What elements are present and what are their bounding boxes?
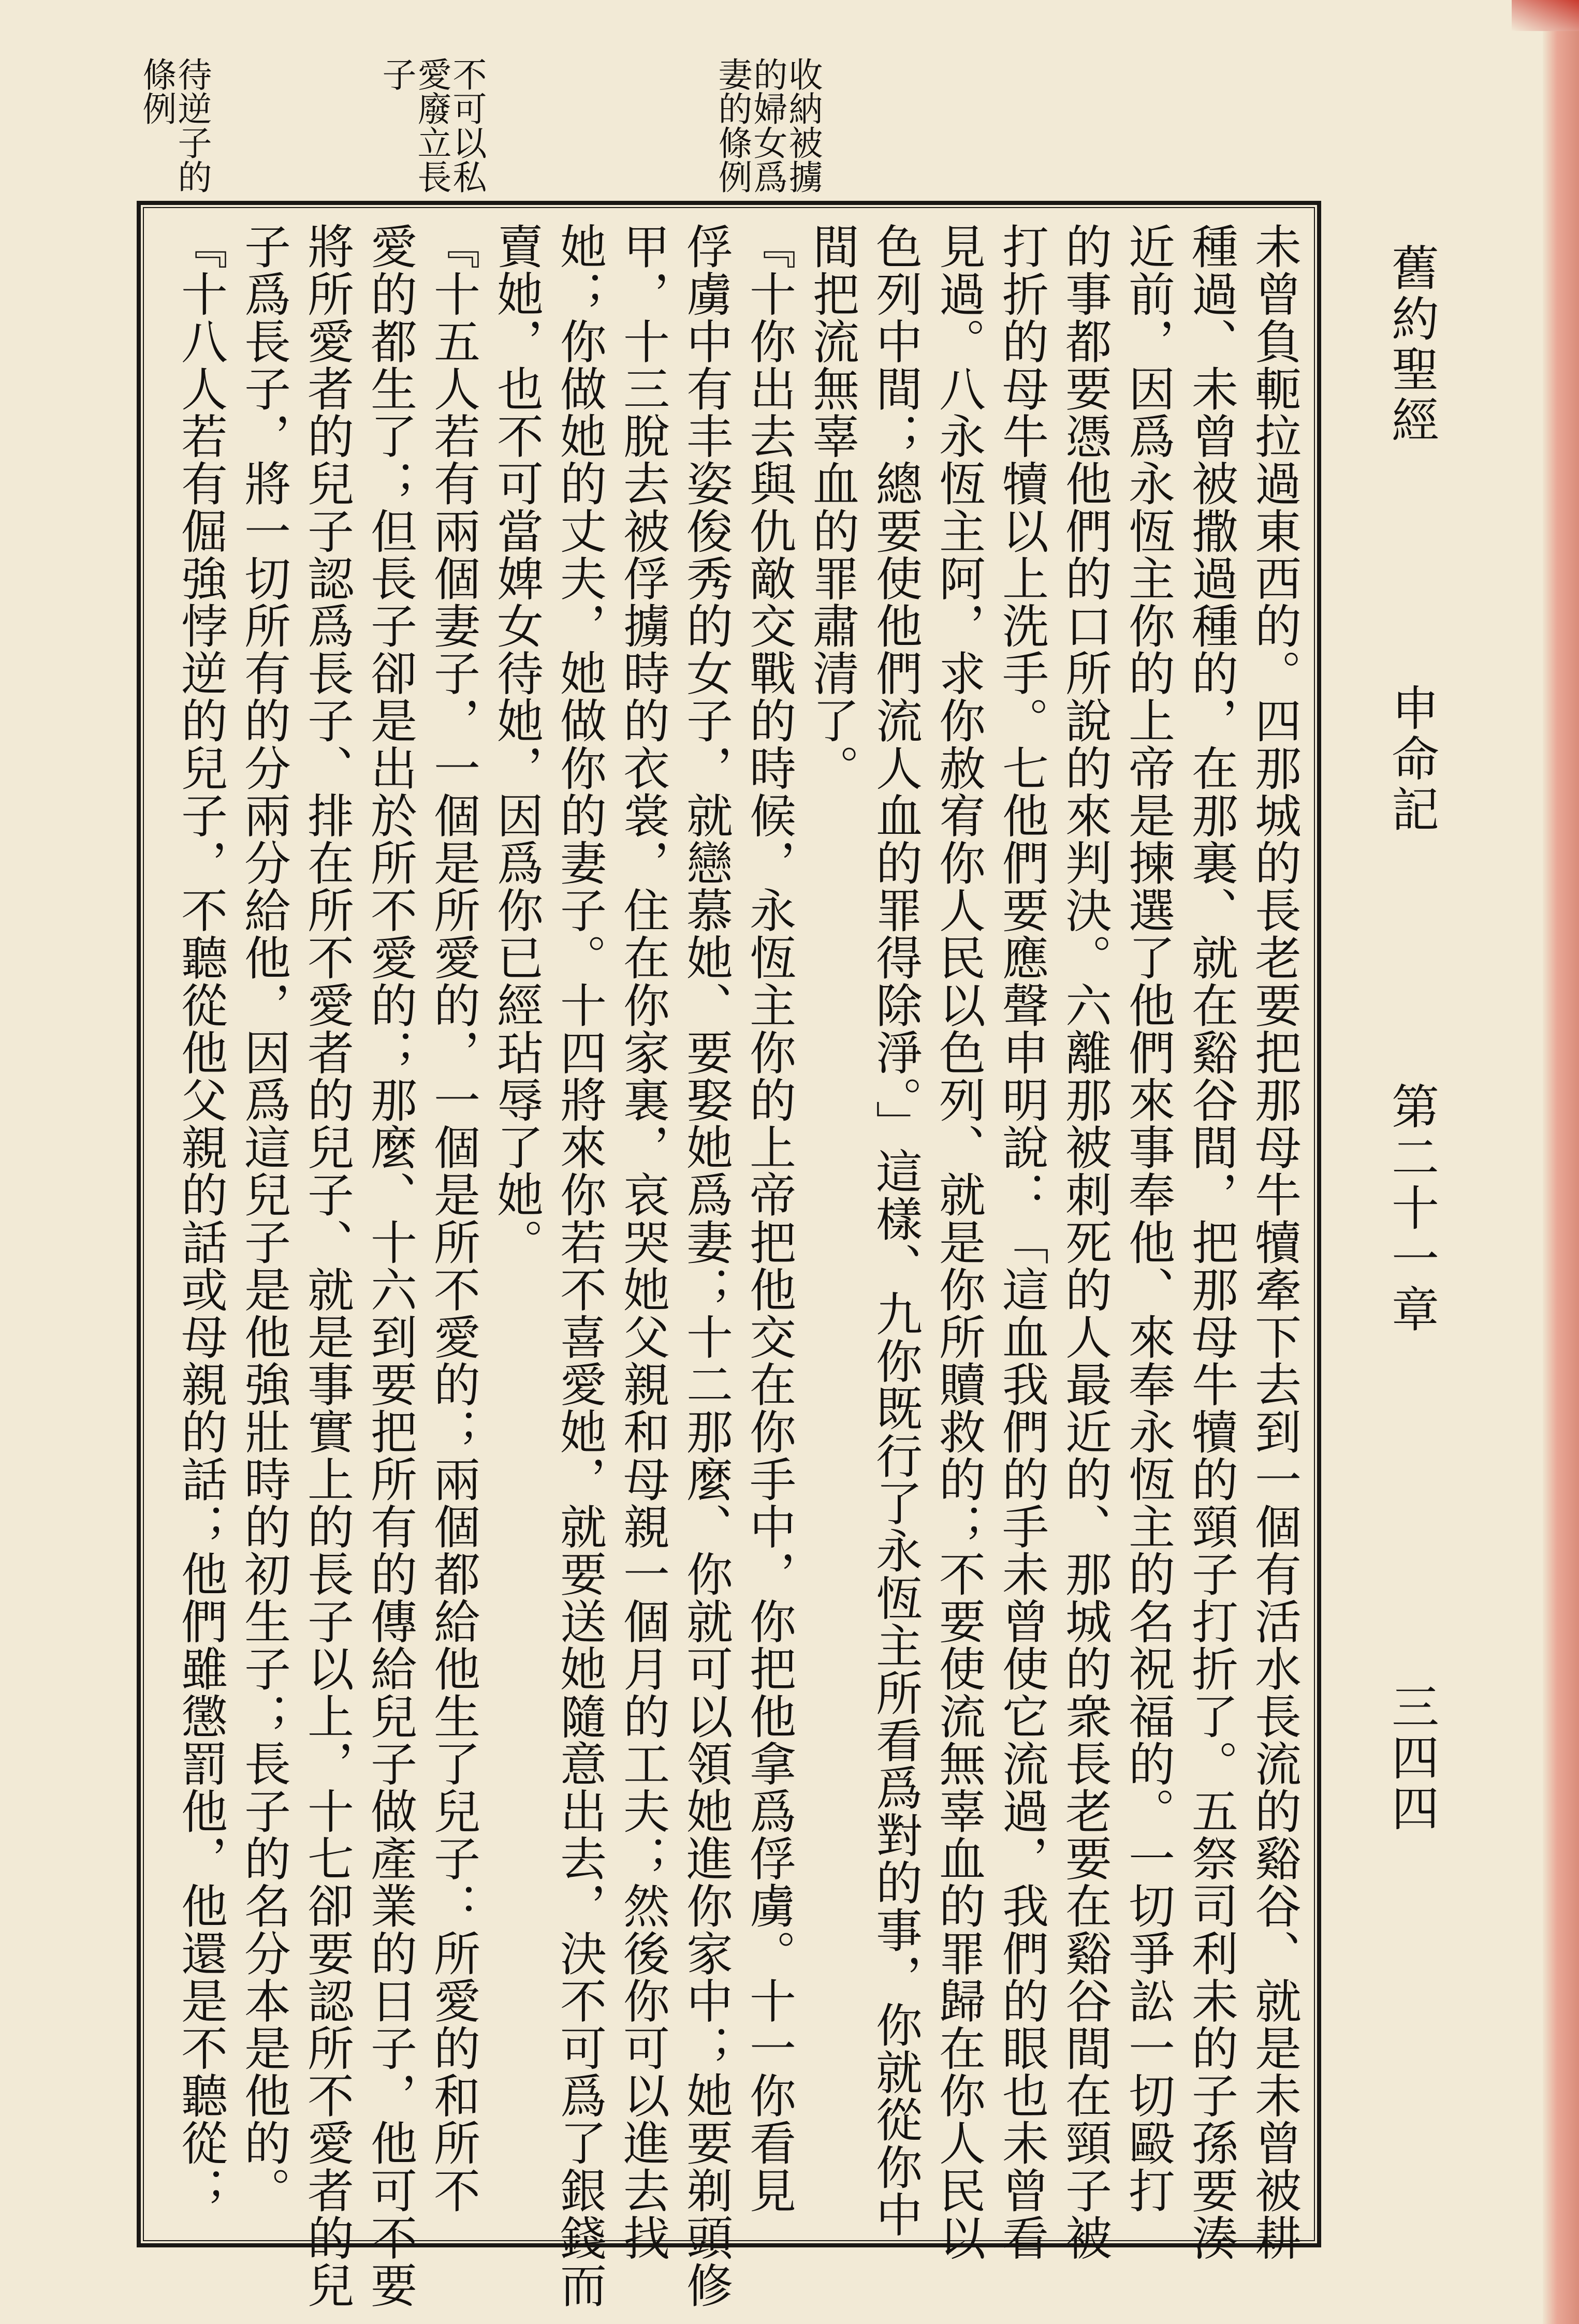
text-column: 『十你出去與仇敵交戰的時候，永恆主你的上帝把他交在你手中，你把他拿爲俘虜。十一你看見	[741, 223, 796, 2214]
text-column: 『十五人若有兩個妻子，一個是所愛的，一個是所不愛的；兩個都給他生了兒子：所愛的和所不	[426, 223, 480, 2214]
side-note-line: 收納被擄	[783, 57, 823, 194]
side-note-line: 妻的條例	[712, 57, 752, 194]
text-column: 『十八人若有倔強悖逆的兒子，不聽從他父親的話或母親的話；他們雖懲罰他，他還是不聽從；	[173, 223, 227, 2214]
chapter-heading: 第二十一章	[1384, 1082, 1439, 1335]
text-column: 打折的母牛犢以上洗手。七他們要應聲申明說：「這血我們的手未曾使它流過，我們的眼也未曾看	[994, 223, 1048, 2261]
text-column: 色列中間；總要使他們流人血的罪得除淨。」這樣、九你既行了永恆主所看爲對的事，你就從你中	[868, 223, 922, 2238]
text-column: 近前，因爲永恆主你的上帝是揀選了他們來事奉他、來奉永恆主的名祝福的。一切爭訟一切毆打	[1120, 223, 1175, 2214]
text-column: 她；你做她的丈夫，她做你的妻子。十四將來你若不喜愛她，就要送她隨意出去，決不可爲了銀錢而	[552, 223, 606, 2309]
side-note-line: 子	[376, 57, 416, 91]
page-number: 三四四	[1384, 1682, 1439, 1834]
side-note-line: 條例	[137, 57, 177, 125]
text-column: 將所愛者的兒子認爲長子、排在所不愛者的兒子、就是事實上的長子以上，十七卻要認所不愛者的兒	[299, 223, 354, 2309]
side-note-line: 的婦女爲	[748, 57, 787, 194]
text-column: 間把流無辜血的罪肅清了。	[805, 223, 859, 792]
side-note-line: 待逆子的	[172, 57, 212, 194]
text-column: 甲，十三脫去被俘擄時的衣裳，住在你家裏，哀哭她父親和母親一個月的工夫；然後你可以進去找	[615, 223, 669, 2261]
text-column: 見過。八永恆主阿，求你赦宥你人民以色列、就是你所贖救的；不要使流無辜血的罪歸在你人民以	[931, 223, 985, 2261]
text-column: 未曾負軛拉過東西的。四那城的長老要把那母牛犢牽下去到一個有活水長流的谿谷、就是未曾被耕	[1247, 223, 1301, 2261]
text-column: 賣她，也不可當婢女待她，因爲你已經玷辱了她。	[489, 223, 543, 1266]
text-column: 種過、未曾被撒過種的，在那裏、就在谿谷間，把那母牛犢的頸子打折了。五祭司利未的子孫要湊	[1183, 223, 1238, 2261]
page-corner-edge	[1512, 0, 1579, 31]
book-spine-edge	[1543, 0, 1579, 2324]
side-note-line: 不可以私	[447, 57, 487, 194]
book-title: 舊約聖經	[1384, 243, 1439, 446]
side-note-line: 愛廢立長	[412, 57, 451, 194]
book-name: 申命記	[1384, 683, 1439, 835]
text-column: 的事都要憑他們的口所說的來判決。六離那被刺死的人最近的、那城的衆長老要在谿谷間在頸子被	[1057, 223, 1112, 2261]
text-column: 俘虜中有丰姿俊秀的女子，就戀慕她、要娶她爲妻；十二那麼、你就可以領她進你家中；她要剃頭修	[678, 223, 733, 2309]
text-column: 子爲長子，將一切所有的分兩分給他，因爲這兒子是他強壯時的初生子；長子的名分本是他的。	[236, 223, 290, 2214]
text-column: 愛的都生了；但長子卻是出於所不愛的；那麼、十六到要把所有的傳給兒子做產業的日子，他可不要	[362, 223, 417, 2309]
